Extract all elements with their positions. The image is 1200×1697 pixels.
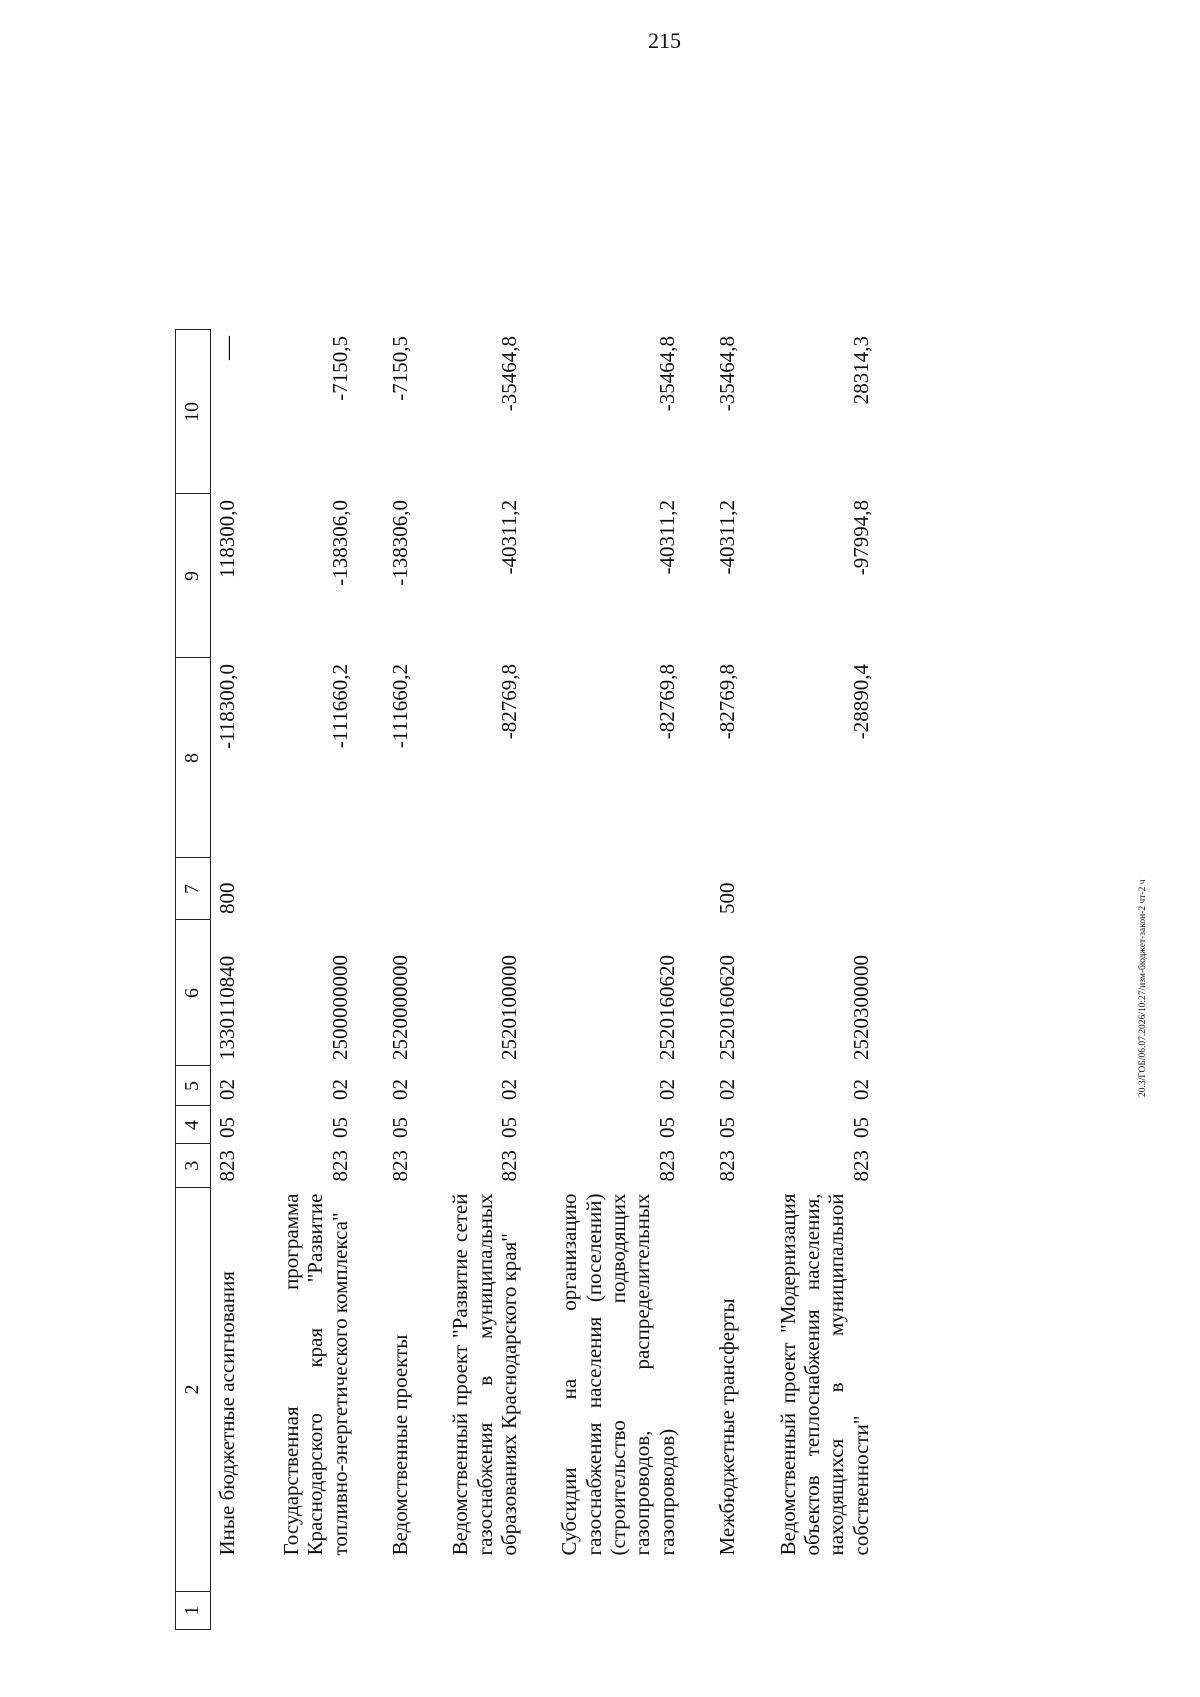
table-row [211,330,273,1630]
cell-col1 [709,1592,769,1630]
cell-col9: -40311,2 [654,500,679,575]
cell-col6: 2520160620 [715,955,740,1060]
table-row [382,330,442,1630]
cell-col8: -111660,2 [327,664,352,749]
cell-col1 [211,1592,273,1630]
cell-col3: 823 [387,1150,412,1182]
cell-col8: -82769,8 [496,664,521,740]
cell-col6: 2500000000 [327,955,352,1060]
cell-col10: -7150,5 [327,336,352,401]
cell-col10: -7150,5 [387,336,412,401]
cell-col4: 05 [848,1117,873,1138]
cell-col5: 02 [327,1079,352,1100]
cell-name: Субсидии на организацию газоснабжения населения (поселений) (строительство подводящих газопроводов, распределительных газопроводов) [557,1193,679,1556]
cell-col1 [442,1592,551,1630]
table-row [273,330,382,1630]
cell-col8: -28890,4 [848,664,873,740]
cell-col8: -111660,2 [387,664,412,749]
cell-name: Ведомственные проекты [387,1334,412,1556]
cell-name: Ведомственный проект "Развитие сетей газоснабжения в муниципальных образованиях Краснодарского края" [448,1193,521,1556]
cell-col3: 823 [848,1150,873,1182]
cell-col7 [551,858,709,920]
cell-col10: 28314,3 [848,336,873,405]
table-row [442,330,551,1630]
cell-col7 [382,858,442,920]
cell-col10: -35464,8 [654,336,679,412]
budget-table [175,330,903,1631]
cell-col3: 823 [327,1150,352,1182]
cell-col5: 02 [654,1079,679,1100]
cell-col7 [770,858,903,920]
cell-col4: 05 [387,1117,412,1138]
cell-col4: 05 [496,1117,521,1138]
table-header [176,330,211,1630]
cell-col5: 02 [215,1079,239,1100]
cell-col3: 823 [215,1150,239,1182]
cell-col3: 823 [715,1150,740,1182]
cell-col7 [442,858,551,920]
cell-col8: -82769,8 [654,664,679,740]
cell-col1 [770,1592,903,1630]
cell-col7: 800 [215,882,239,914]
column-header-8: 8 [176,658,211,858]
cell-col6: 1330110840 [215,955,239,1060]
cell-col10: -35464,8 [715,336,740,412]
cell-col7: 500 [715,882,740,914]
column-header-10: 10 [176,330,211,494]
cell-col6: 2520300000 [848,955,873,1060]
cell-col6: 2520100000 [496,955,521,1060]
cell-col9: -97994,8 [848,500,873,576]
column-header-6: 6 [176,920,211,1066]
cell-col6: 2520160620 [654,955,679,1060]
column-header-2: 2 [176,1188,211,1592]
cell-col8: -82769,8 [715,664,740,740]
table-row [709,330,769,1630]
cell-col9: -138306,0 [327,500,352,586]
cell-col5: 02 [715,1079,740,1100]
cell-col4: 05 [215,1117,239,1138]
cell-col1 [273,1592,382,1630]
cell-col5: 02 [387,1079,412,1100]
cell-col7 [273,858,382,920]
cell-col4: 05 [654,1117,679,1138]
column-header-4: 4 [176,1106,211,1144]
column-header-1: 1 [176,1592,211,1630]
cell-col3: 823 [654,1150,679,1182]
column-header-3: 3 [176,1144,211,1188]
rotated-sheet [175,90,1135,1630]
cell-col3: 823 [496,1150,521,1182]
cell-col9: -40311,2 [496,500,521,575]
cell-col5: 02 [848,1079,873,1100]
column-header-7: 7 [176,858,211,920]
cell-name: Межбюджетные трансферты [715,1298,740,1556]
cell-col10: -35464,8 [496,336,521,412]
cell-col6: 2520000000 [387,955,412,1060]
cell-name: Государственная программа Краснодарского края "Развитие топливно-энергетического комплекса" [278,1193,352,1556]
cell-col1 [551,1592,709,1630]
document-footer-code: 20.3/ГОБ/06.07.2026/10:27/изм-бюджет-закон-2 чт-2 ч [1138,879,1148,1097]
cell-col9: -138306,0 [387,500,412,586]
cell-col4: 05 [715,1117,740,1138]
page-number: 215 [648,28,681,53]
table-row [551,330,709,1630]
cell-col8: -118300,0 [215,664,239,749]
column-header-9: 9 [176,494,211,658]
cell-col1 [382,1592,442,1630]
header-row [176,330,211,1630]
cell-col9: 118300,0 [215,500,239,578]
cell-col9: -40311,2 [715,500,740,575]
cell-col4: 05 [327,1117,352,1138]
cell-name: Иные бюджетные ассигнования [215,1271,239,1556]
cell-col5: 02 [496,1079,521,1100]
cell-col10: — [215,336,241,360]
cell-name: Ведомственный проект "Модернизация объектов теплоснабжения населения, находящихся в муниципальной собственности" [775,1193,873,1556]
table-row [770,330,903,1630]
column-header-5: 5 [176,1066,211,1106]
